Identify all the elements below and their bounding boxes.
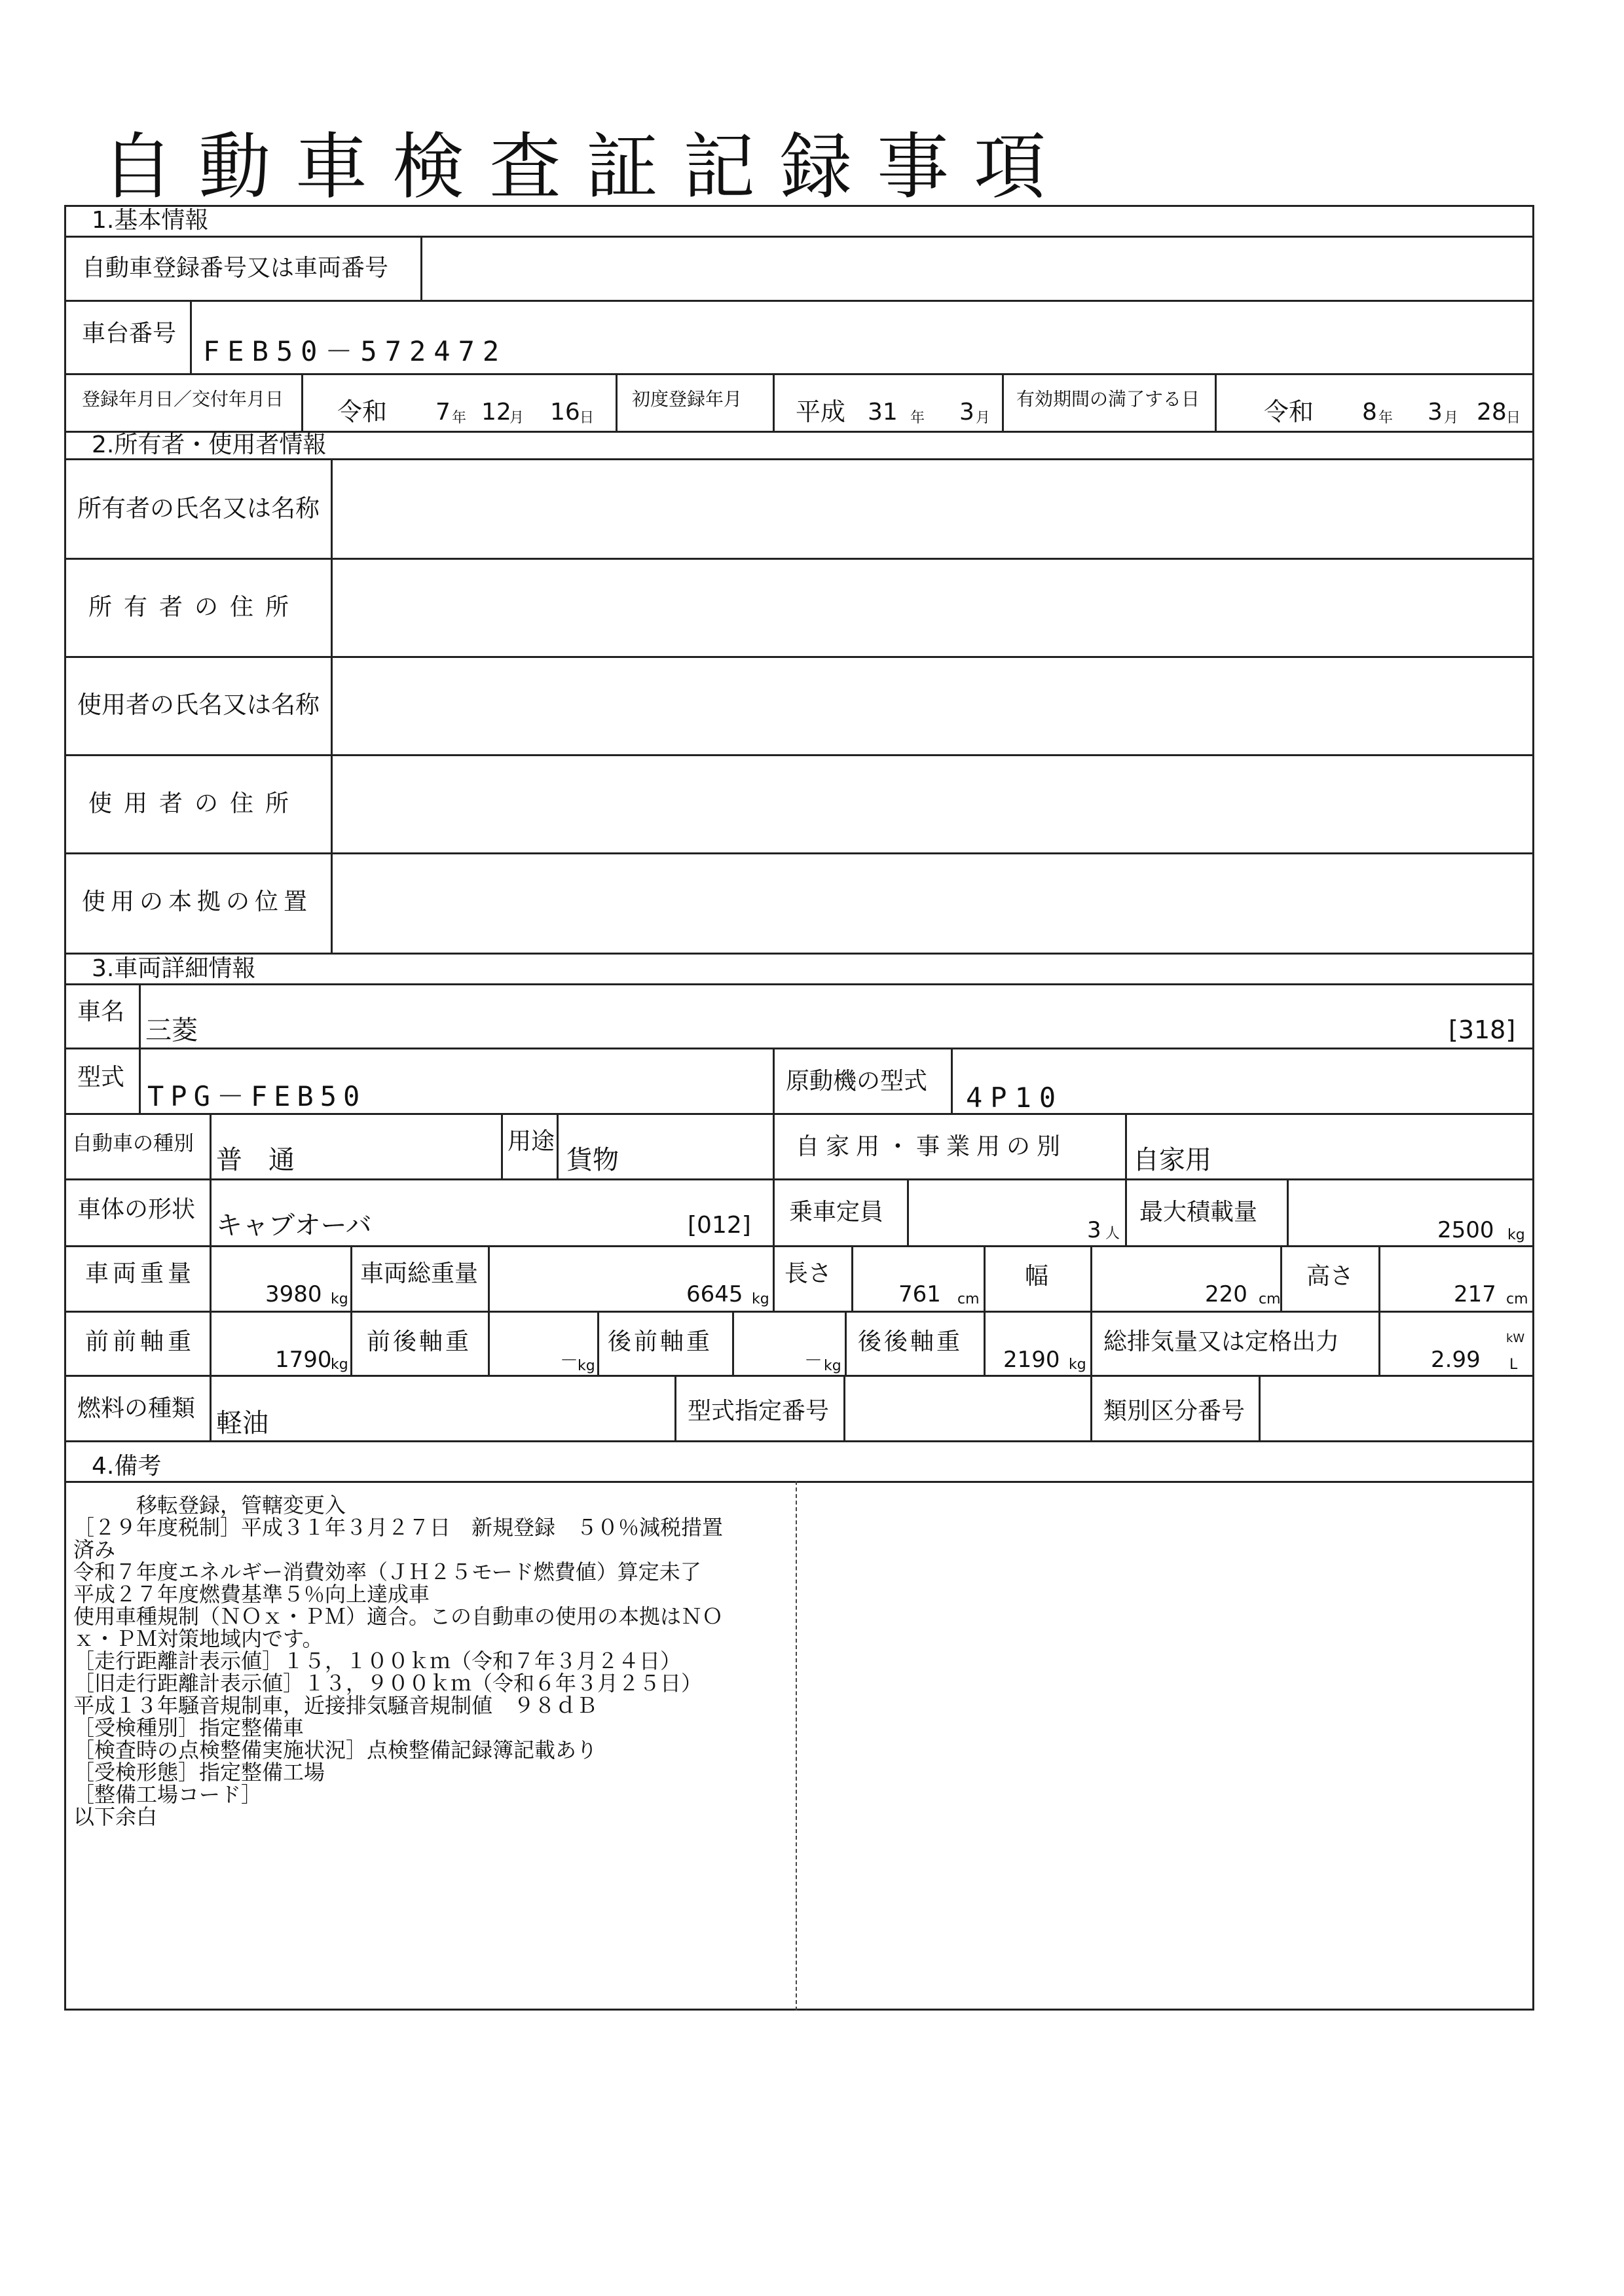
remark-line: ［受検種別］指定整備車: [73, 1715, 304, 1740]
displacement-unit-l: L: [1509, 1357, 1518, 1373]
remark-line: ｘ・ＰＭ対策地域内です。: [73, 1626, 323, 1651]
kind-label: 自動車の種別: [72, 1132, 194, 1156]
length-label: 長さ: [784, 1260, 832, 1287]
section-vehicle-heading: 3.車両詳細情報: [92, 955, 256, 982]
model-value: TPG－FEB50: [147, 1080, 367, 1112]
capacity-label: 乗車定員: [789, 1199, 884, 1226]
rr-axle-value: 2190: [1003, 1347, 1060, 1373]
user-name-label: 使用者の氏名又は名称: [77, 691, 320, 719]
displacement-unit-kw: kW: [1506, 1332, 1525, 1345]
reg-date-day: 16: [550, 399, 580, 426]
fr-axle-label: 前後軸重: [367, 1328, 472, 1355]
body-label: 車体の形状: [77, 1196, 196, 1223]
document-title: 自動車検査証記録事項: [101, 125, 1071, 209]
rf-axle-unit: kg: [824, 1358, 841, 1374]
first-reg-year-unit: 年: [910, 410, 925, 426]
width-unit: cm: [1259, 1291, 1281, 1307]
class-label: 類別区分番号: [1103, 1398, 1246, 1425]
fuel-label: 燃料の種類: [77, 1395, 196, 1422]
height-label: 高さ: [1306, 1263, 1354, 1290]
expiry-era: 令和: [1264, 397, 1314, 426]
displacement-label: 総排気量又は定格出力: [1103, 1328, 1340, 1355]
length-unit: cm: [957, 1291, 980, 1307]
remark-line: ［走行距離計表示値］１５，１００ｋｍ（令和７年３月２４日）: [73, 1649, 682, 1673]
remark-line: 令和７年度エネルギー消費効率（ＪＨ２５モード燃費値）算定未了: [73, 1559, 701, 1584]
width-label: 幅: [1025, 1263, 1049, 1290]
reg-date-era: 令和: [337, 397, 388, 426]
weight-label: 車両重量: [85, 1260, 196, 1287]
section-basic-heading: 1.基本情報: [92, 207, 209, 234]
maxload-value: 2500: [1437, 1217, 1494, 1243]
fr-axle-value: －: [560, 1349, 579, 1371]
weight-value: 3980: [265, 1281, 322, 1307]
reg-date-year: 7: [435, 399, 451, 426]
expiry-month-unit: 月: [1444, 410, 1459, 426]
first-reg-label: 初度登録年月: [632, 388, 743, 410]
maker-code: [318]: [1449, 1015, 1516, 1044]
reg-date-month-unit: 月: [509, 410, 525, 426]
width-value: 220: [1205, 1281, 1247, 1307]
kind-value: 普 通: [216, 1145, 295, 1175]
remark-line: ［検査時の点検整備実施状況］点検整備記録簿記載あり: [73, 1738, 598, 1762]
fr-axle-unit: kg: [578, 1358, 595, 1374]
ff-axle-value: 1790: [275, 1347, 332, 1373]
first-reg-year: 31: [868, 399, 898, 426]
remark-line: 平成１３年騒音規制車，近接排気騒音規制値 ９８ｄＢ: [73, 1693, 598, 1718]
first-reg-month: 3: [959, 399, 974, 426]
body-value: キャブオーバ: [216, 1211, 372, 1241]
expiry-month: 3: [1428, 399, 1443, 426]
ff-axle-label: 前前軸重: [85, 1328, 196, 1355]
length-value: 761: [898, 1281, 941, 1307]
remark-line: 平成２７年度燃費基準５％向上達成車: [73, 1582, 430, 1607]
gross-label: 車両総重量: [360, 1260, 479, 1287]
section-owner-heading: 2.所有者・使用者情報: [92, 431, 327, 458]
expiry-label: 有効期間の満了する日: [1016, 388, 1200, 410]
rr-axle-label: 後後軸重: [858, 1328, 963, 1355]
capacity-value: 3: [1087, 1217, 1101, 1243]
rr-axle-unit: kg: [1069, 1357, 1086, 1373]
gross-value: 6645: [686, 1281, 743, 1307]
owner-name-label: 所有者の氏名又は名称: [77, 494, 320, 522]
remark-line: 以下余白: [73, 1804, 158, 1829]
user-address-label: 使用者の住所: [88, 790, 301, 817]
first-reg-month-unit: 月: [976, 410, 991, 426]
height-unit: cm: [1506, 1291, 1528, 1307]
remark-line: ［整備工場コード］: [73, 1782, 263, 1807]
expiry-day-unit: 日: [1506, 410, 1521, 426]
body-code: [012]: [688, 1212, 751, 1239]
use-label: 用途: [507, 1128, 555, 1155]
expiry-year-unit: 年: [1378, 410, 1393, 426]
maker-value: 三菱: [145, 1015, 198, 1046]
reg-date-month: 12: [481, 399, 511, 426]
remark-line: ［受検形態］指定整備工場: [73, 1760, 325, 1785]
remark-line: 使用車種規制（ＮＯｘ・ＰＭ）適合。この自動車の使用の本拠はＮＯ: [73, 1604, 724, 1629]
first-reg-era: 平成: [796, 397, 846, 426]
private-label: 自家用・事業用の別: [796, 1133, 1067, 1160]
type-designation-label: 型式指定番号: [688, 1398, 830, 1425]
rf-axle-label: 後前軸重: [608, 1328, 713, 1355]
maxload-label: 最大積載量: [1139, 1199, 1258, 1226]
fuel-value: 軽油: [216, 1408, 268, 1438]
remark-line: ［２９年度税制］平成３１年３月２７日 新規登録 ５０％減税措置: [73, 1515, 724, 1540]
maxload-unit: kg: [1507, 1227, 1525, 1243]
reg-date-label: 登録年月日／交付年月日: [82, 388, 284, 410]
use-value: 貨物: [566, 1145, 619, 1175]
gross-unit: kg: [752, 1291, 769, 1307]
section-remarks-heading: 4.備考: [92, 1453, 162, 1480]
owner-address-label: 所有者の住所: [88, 594, 301, 621]
engine-label: 原動機の型式: [786, 1068, 928, 1095]
maker-label: 車名: [77, 998, 125, 1025]
remarks-block: [73, 1494, 792, 1828]
capacity-unit: 人: [1105, 1226, 1120, 1242]
engine-value: 4P10: [966, 1082, 1064, 1114]
base-location-label: 使用の本拠の位置: [82, 888, 313, 915]
remark-line: 済み: [73, 1537, 116, 1562]
expiry-year: 8: [1362, 399, 1377, 426]
weight-unit: kg: [331, 1291, 348, 1307]
model-label: 型式: [77, 1064, 125, 1091]
displacement-value: 2.99: [1431, 1347, 1481, 1373]
private-value: 自家用: [1133, 1145, 1211, 1175]
reg-date-year-unit: 年: [452, 410, 467, 426]
remark-line: ［旧走行距離計表示値］１３，９００ｋｍ（令和６年３月２５日）: [73, 1671, 703, 1696]
chassis-value: FEB50－572472: [203, 335, 507, 367]
reg-number-label: 自動車登録番号又は車両番号: [82, 255, 389, 282]
remark-line: 移転登録，管轄変更入: [73, 1493, 346, 1518]
height-value: 217: [1454, 1281, 1496, 1307]
chassis-label: 車台番号: [82, 320, 177, 347]
remarks-column-divider: [796, 1481, 797, 2011]
expiry-day: 28: [1477, 399, 1507, 426]
rf-axle-value: －: [804, 1349, 823, 1371]
reg-date-day-unit: 日: [580, 410, 595, 426]
ff-axle-unit: kg: [331, 1357, 348, 1373]
